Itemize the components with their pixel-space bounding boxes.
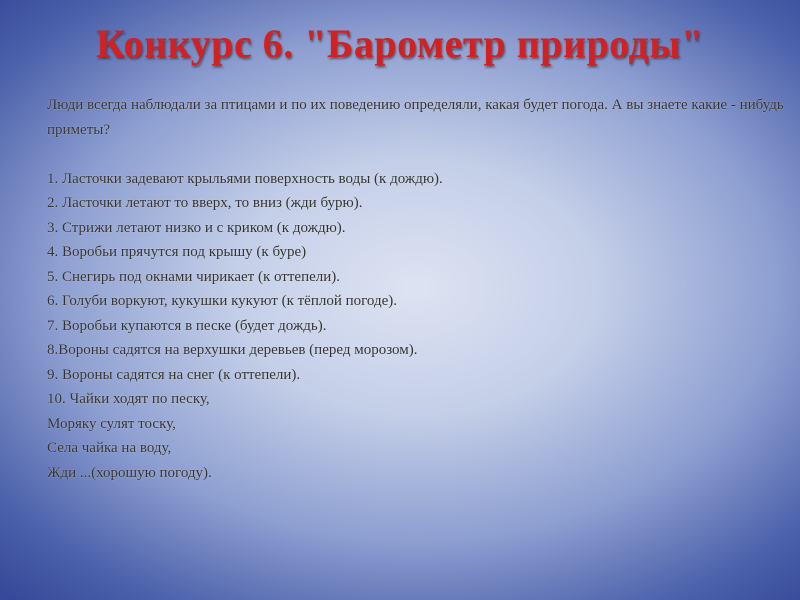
slide-title: Конкурс 6. "Барометр природы" [96, 21, 704, 66]
poem-line: Моряку сулят тоску, [47, 415, 176, 432]
slide-body [47, 93, 787, 485]
list-item: 2. Ласточки летают то вверх, то вниз (жди бурю). [47, 195, 363, 211]
poem-line: Жди ...(хорошую погоду). [47, 464, 212, 481]
list-item: 8.Вороны садятся на верхушки деревьев (перед морозом). [47, 342, 418, 358]
paragraph-spacer [47, 142, 787, 167]
list-item: 3. Стрижи летают низко и с криком (к дождю). [47, 219, 346, 236]
list-item: 5. Снегирь под окнами чирикает (к оттепели). [47, 268, 341, 285]
list-item: 6. Голуби воркуют, кукушки кукуют (к тёплой погоде). [47, 293, 398, 309]
list-item: 9. Вороны садятся на снег (к оттепели). [47, 366, 301, 383]
list-item: 1. Ласточки задевают крыльями поверхность воды (к дождю). [47, 170, 443, 187]
list-item: 4. Воробьи прячутся под крышу (к буре) [47, 244, 307, 260]
poem-line: Села чайка на воду, [47, 440, 172, 456]
intro-text: Люди всегда наблюдали за птицами и по их поведению определяли, какая будет погода. А вы знаете какие - нибудь приметы? [47, 97, 784, 138]
list-item: 7. Воробьи купаются в песке (будет дождь). [47, 317, 327, 334]
list-item: 10. Чайки ходят по песку, [47, 391, 210, 407]
